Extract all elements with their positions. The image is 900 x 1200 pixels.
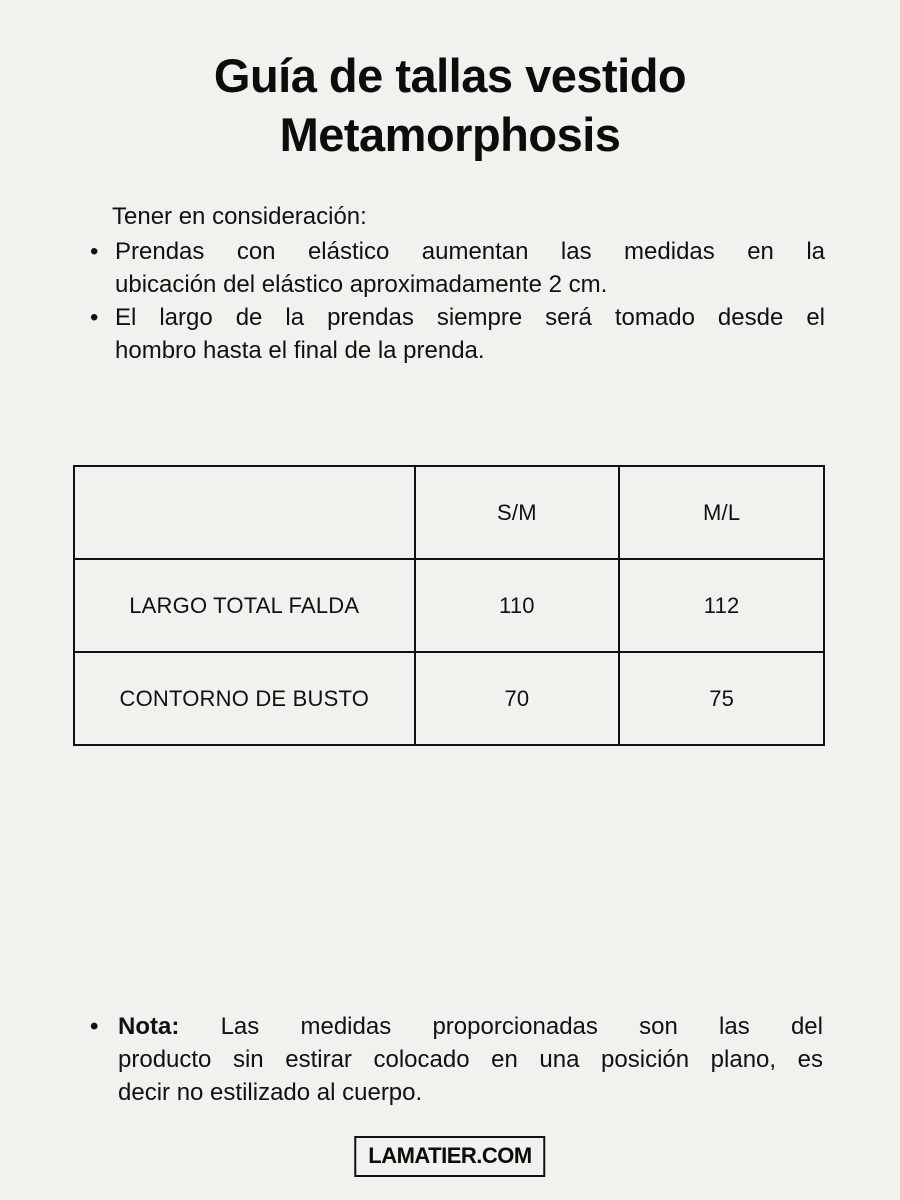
page-title-line1: Guía de tallas vestido: [213, 49, 687, 102]
list-item-elastic: [90, 235, 825, 301]
text-line: producto sin estirar colocado en una posición plano, es: [118, 1046, 823, 1073]
bullet-icon: •: [90, 1013, 99, 1040]
text-line: El largo de la prendas siempre será tomado desde el: [115, 304, 825, 331]
row-label: LARGO TOTAL FALDA: [74, 559, 415, 652]
value-sm: 110: [415, 559, 620, 652]
text-line: hombro hasta el final de la prenda.: [115, 337, 485, 364]
text-line: Prendas con elástico aumentan las medidas en la: [115, 238, 825, 265]
note-text: [118, 1010, 823, 1109]
header-cell-sm: S/M: [415, 466, 620, 559]
brand-name: LAMATIER.COM: [368, 1143, 532, 1168]
page-title-line2: Metamorphosis: [279, 108, 621, 161]
value-sm: 70: [415, 652, 620, 745]
size-table: [73, 465, 825, 746]
table-row-contorno-de-busto: [74, 652, 824, 745]
header-cell-empty: [74, 466, 415, 559]
table-row-largo-total-falda: [74, 559, 824, 652]
value-ml: 112: [619, 559, 824, 652]
list-item-text: [115, 235, 825, 301]
considerations-section: [90, 200, 825, 367]
text-line: [118, 1010, 823, 1043]
bullet-icon: •: [90, 238, 99, 265]
bullet-icon: •: [90, 304, 99, 331]
brand-badge: [354, 1136, 545, 1177]
list-item-note: [90, 1010, 823, 1109]
value-ml: 75: [619, 652, 824, 745]
text-line: ubicación del elástico aproximadamente 2 cm.: [115, 271, 608, 298]
text-line: decir no estilizado al cuerpo.: [118, 1079, 423, 1106]
note-line1: Las medidas proporcionadas son las del: [220, 1013, 823, 1040]
row-label: CONTORNO DE BUSTO: [74, 652, 415, 745]
considerations-heading: Tener en consideración:: [112, 203, 367, 230]
note-section: [90, 1010, 823, 1109]
page-title: [0, 46, 900, 164]
table-header-row: [74, 466, 824, 559]
list-item-length: [90, 301, 825, 367]
list-item-text: [115, 301, 825, 367]
note-label: Nota:: [118, 1013, 180, 1040]
header-cell-ml: M/L: [619, 466, 824, 559]
